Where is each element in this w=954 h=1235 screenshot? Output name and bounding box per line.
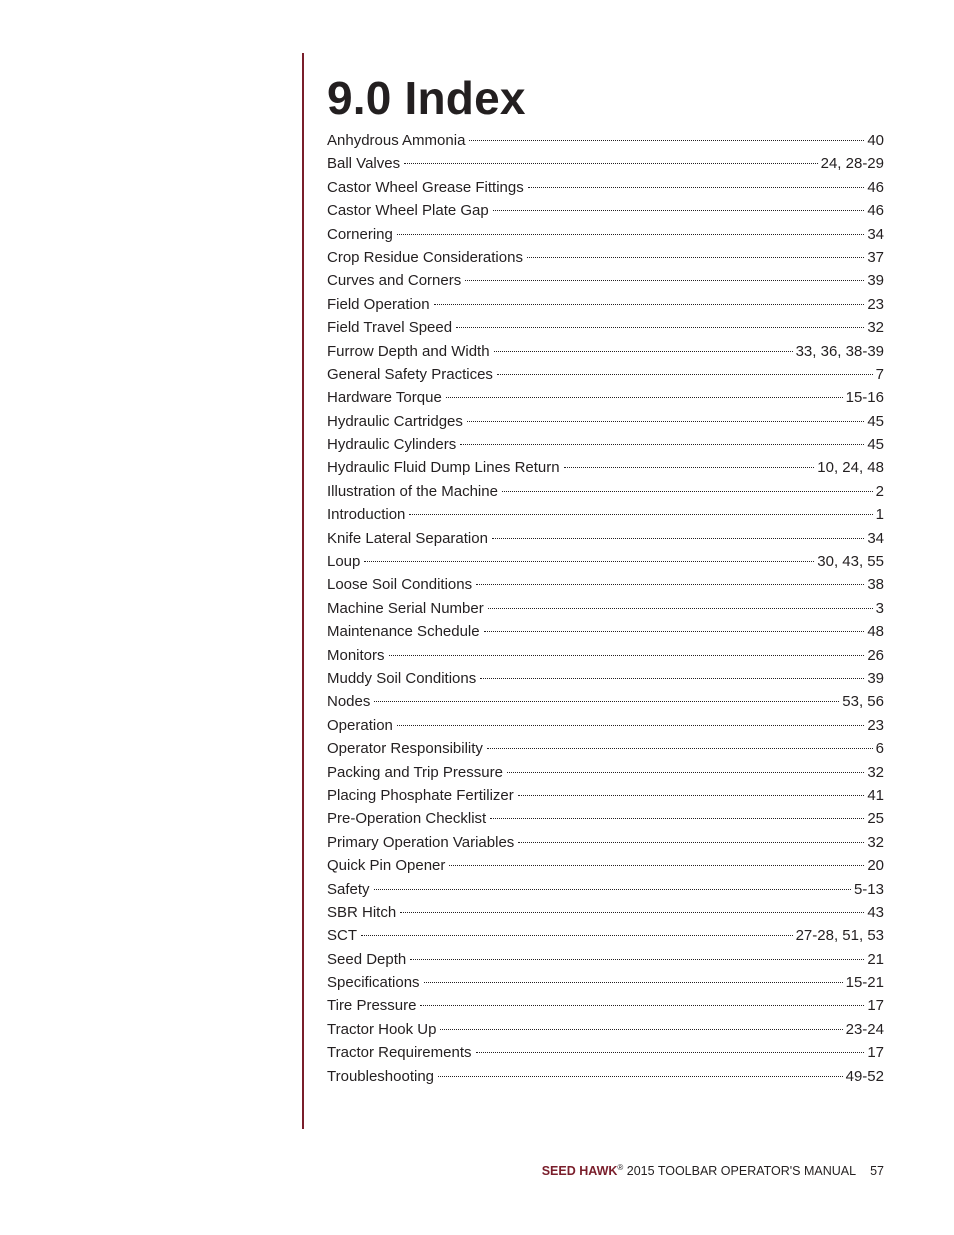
index-entry <box>327 901 884 924</box>
index-entry-pages: 17 <box>867 1044 884 1062</box>
index-entry-pages: 23-24 <box>845 1020 884 1038</box>
dot-leader <box>400 912 864 913</box>
dot-leader <box>434 304 865 305</box>
index-entry <box>327 573 884 596</box>
index-entry <box>327 456 884 479</box>
index-entry <box>327 480 884 503</box>
dot-leader <box>469 140 864 141</box>
index-entry <box>327 340 884 363</box>
index-entry-pages: 7 <box>875 365 884 383</box>
index-entry <box>327 199 884 222</box>
index-entry <box>327 878 884 901</box>
index-entry-pages: 33, 36, 38-39 <box>795 342 884 360</box>
page-title: 9.0 Index <box>327 72 526 124</box>
index-entry-pages: 5-13 <box>853 880 884 898</box>
dot-leader <box>397 725 864 726</box>
index-entry-term: Operation <box>327 716 393 734</box>
index-entry <box>327 971 884 994</box>
index-entry-pages: 25 <box>867 810 884 828</box>
dot-leader <box>410 959 864 960</box>
index-entry <box>327 854 884 877</box>
index-entry <box>327 714 884 737</box>
index-entry-term: Cornering <box>327 225 393 243</box>
index-entry-term: Nodes <box>327 693 371 711</box>
dot-leader <box>424 982 843 983</box>
index-entry-term: Tractor Hook Up <box>327 1020 437 1038</box>
index-entry-pages: 10, 24, 48 <box>817 459 884 477</box>
index-entry-pages: 15-21 <box>845 974 884 992</box>
dot-leader <box>476 1052 865 1053</box>
index-entry <box>327 152 884 175</box>
index-entry-pages: 21 <box>867 950 884 968</box>
index-entry-pages: 2 <box>875 482 884 500</box>
index-entry-term: Safety <box>327 880 370 898</box>
index-entry-term: Furrow Depth and Width <box>327 342 490 360</box>
index-entry <box>327 1041 884 1064</box>
dot-leader <box>507 772 864 773</box>
index-entry-pages: 39 <box>867 272 884 290</box>
index-entry <box>327 316 884 339</box>
index-entry-term: Loup <box>327 553 361 571</box>
index-entry-term: Muddy Soil Conditions <box>327 669 477 687</box>
index-entry-term: Machine Serial Number <box>327 599 484 617</box>
dot-leader <box>493 210 865 211</box>
dot-leader <box>449 865 864 866</box>
index-entry-pages: 43 <box>867 903 884 921</box>
index-entry-term: SBR Hitch <box>327 903 397 921</box>
dot-leader <box>488 608 873 609</box>
dot-leader <box>487 748 873 749</box>
index-entry <box>327 129 884 152</box>
index-entry <box>327 761 884 784</box>
dot-leader <box>374 701 839 702</box>
index-entry-term: Primary Operation Variables <box>327 833 515 851</box>
index-entry <box>327 293 884 316</box>
index-entry <box>327 690 884 713</box>
dot-leader <box>438 1076 843 1077</box>
index-entry <box>327 246 884 269</box>
index-entry <box>327 1018 884 1041</box>
index-entry-term: General Safety Practices <box>327 365 493 383</box>
footer-registered-mark: ® <box>617 1162 624 1172</box>
index-entry <box>327 667 884 690</box>
index-entry-term: Ball Valves <box>327 155 401 173</box>
index-entry-term: Monitors <box>327 646 385 664</box>
index-entry <box>327 386 884 409</box>
index-entry-term: Hydraulic Fluid Dump Lines Return <box>327 459 560 477</box>
index-entry-pages: 34 <box>867 225 884 243</box>
index-entry-pages: 15-16 <box>845 389 884 407</box>
index-entry <box>327 223 884 246</box>
dot-leader <box>564 467 815 468</box>
index-entry-pages: 53, 56 <box>842 693 884 711</box>
index-entry-term: Tire Pressure <box>327 997 417 1015</box>
index-entry <box>327 807 884 830</box>
index-entry-term: Operator Responsibility <box>327 740 483 758</box>
index-entry-pages: 20 <box>867 857 884 875</box>
index-entry-pages: 3 <box>875 599 884 617</box>
index-entry <box>327 644 884 667</box>
dot-leader <box>404 163 818 164</box>
index-entry-term: Loose Soil Conditions <box>327 576 473 594</box>
dot-leader <box>446 397 843 398</box>
index-entry <box>327 620 884 643</box>
index-entry-pages: 27-28, 51, 53 <box>795 927 884 945</box>
index-entry-pages: 48 <box>867 623 884 641</box>
index-entry-term: Tractor Requirements <box>327 1044 472 1062</box>
dot-leader <box>476 584 864 585</box>
dot-leader <box>527 257 864 258</box>
index-entry-pages: 23 <box>867 716 884 734</box>
index-entry-pages: 39 <box>867 669 884 687</box>
index-entry-term: Castor Wheel Plate Gap <box>327 202 489 220</box>
index-entry-term: Anhydrous Ammonia <box>327 132 466 149</box>
dot-leader <box>361 935 793 936</box>
index-entry <box>327 550 884 573</box>
index-entry <box>327 433 884 456</box>
index-entry-term: Hydraulic Cylinders <box>327 436 457 454</box>
dot-leader <box>409 514 872 515</box>
index-entry-term: Seed Depth <box>327 950 407 968</box>
dot-leader <box>374 889 851 890</box>
dot-leader <box>490 818 864 819</box>
index-entry-pages: 1 <box>875 506 884 524</box>
dot-leader <box>364 561 814 562</box>
index-entry <box>327 527 884 550</box>
index-entry-pages: 46 <box>867 202 884 220</box>
dot-leader <box>465 280 864 281</box>
index-entry-term: Pre-Operation Checklist <box>327 810 487 828</box>
index-entry-term: Crop Residue Considerations <box>327 248 523 266</box>
index-entry-pages: 30, 43, 55 <box>817 553 884 571</box>
index-entry <box>327 1065 884 1088</box>
dot-leader <box>492 538 864 539</box>
dot-leader <box>518 842 864 843</box>
index-entry-term: Illustration of the Machine <box>327 482 498 500</box>
index-entry <box>327 503 884 526</box>
index-entry-term: Introduction <box>327 506 406 524</box>
index-entry <box>327 410 884 433</box>
index-entry-term: Specifications <box>327 974 420 992</box>
index-entry <box>327 737 884 760</box>
footer-brand: SEED HAWK <box>541 1164 618 1178</box>
index-list <box>327 129 884 1088</box>
dot-leader <box>456 327 864 328</box>
dot-leader <box>389 655 865 656</box>
index-entry-pages: 41 <box>867 786 884 804</box>
dot-leader <box>480 678 864 679</box>
index-entry-term: Placing Phosphate Fertilizer <box>327 786 514 804</box>
dot-leader <box>528 187 865 188</box>
index-entry <box>327 994 884 1017</box>
index-entry-pages: 40 <box>867 132 884 149</box>
index-entry-pages: 49-52 <box>845 1067 884 1085</box>
index-entry-pages: 46 <box>867 178 884 196</box>
index-entry-pages: 38 <box>867 576 884 594</box>
index-entry-term: Castor Wheel Grease Fittings <box>327 178 524 196</box>
index-entry-pages: 32 <box>867 833 884 851</box>
margin-rule <box>302 53 304 1129</box>
index-entry-pages: 32 <box>867 319 884 337</box>
index-entry-term: Curves and Corners <box>327 272 462 290</box>
index-entry-pages: 32 <box>867 763 884 781</box>
index-entry <box>327 948 884 971</box>
index-entry-term: SCT <box>327 927 357 945</box>
footer-page-number: 57 <box>870 1164 884 1178</box>
index-entry-pages: 6 <box>875 740 884 758</box>
index-entry-pages: 34 <box>867 529 884 547</box>
dot-leader <box>440 1029 842 1030</box>
index-entry <box>327 597 884 620</box>
index-entry-term: Quick Pin Opener <box>327 857 446 875</box>
index-entry-pages: 24, 28-29 <box>820 155 884 173</box>
index-entry-term: Hydraulic Cartridges <box>327 412 463 430</box>
index-entry-term: Knife Lateral Separation <box>327 529 488 547</box>
index-entry <box>327 176 884 199</box>
index-entry-term: Maintenance Schedule <box>327 623 480 641</box>
index-entry-pages: 26 <box>867 646 884 664</box>
dot-leader <box>420 1005 864 1006</box>
index-entry-pages: 37 <box>867 248 884 266</box>
dot-leader <box>494 351 793 352</box>
dot-leader <box>397 234 864 235</box>
index-entry-term: Field Travel Speed <box>327 319 453 337</box>
index-entry-term: Packing and Trip Pressure <box>327 763 503 781</box>
dot-leader <box>484 631 865 632</box>
index-entry <box>327 831 884 854</box>
dot-leader <box>518 795 865 796</box>
index-entry-pages: 45 <box>867 412 884 430</box>
dot-leader <box>497 374 873 375</box>
index-entry-pages: 23 <box>867 295 884 313</box>
dot-leader <box>467 421 864 422</box>
index-entry <box>327 924 884 947</box>
index-entry-pages: 17 <box>867 997 884 1015</box>
index-entry-term: Troubleshooting <box>327 1067 435 1085</box>
index-entry-pages: 45 <box>867 436 884 454</box>
index-entry <box>327 363 884 386</box>
index-entry <box>327 784 884 807</box>
index-entry-term: Hardware Torque <box>327 389 442 407</box>
dot-leader <box>460 444 864 445</box>
footer-manual-title: 2015 TOOLBAR OPERATOR'S MANUAL <box>623 1164 857 1178</box>
index-entry-term: Field Operation <box>327 295 430 313</box>
index-entry <box>327 269 884 292</box>
page-footer <box>542 1162 884 1180</box>
dot-leader <box>502 491 873 492</box>
